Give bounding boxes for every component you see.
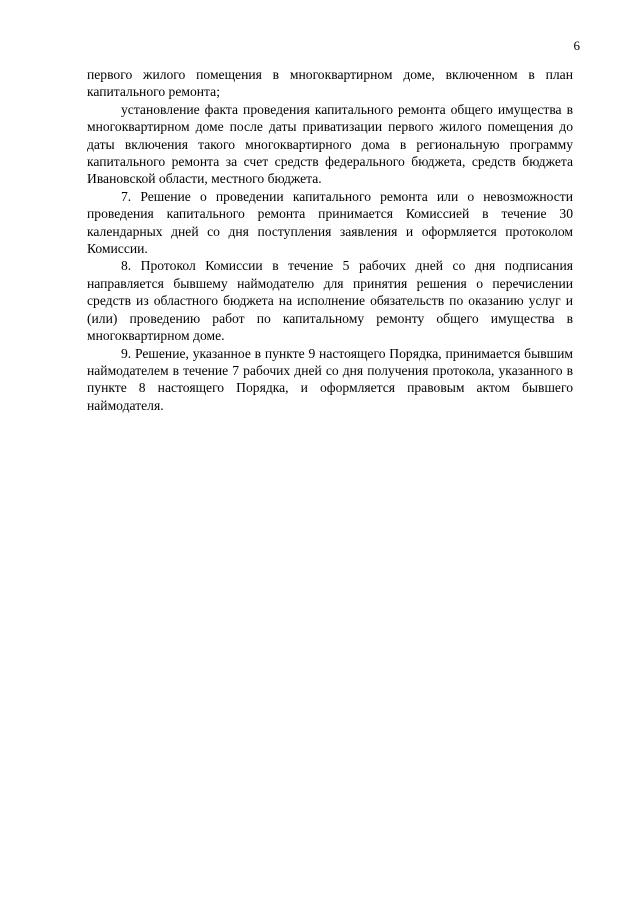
paragraph-repair-fact: установление факта проведения капитального ремонта общего имущества в многоквартирном доме после даты приватизации первого жилого помещения до даты включения такого многоквартирного дома в региональную программу капитального ремонта за счет средств федерального бюджета, средств бюджета Ивановской области, местного бюджета.	[87, 101, 573, 187]
paragraph-item-9: 9. Решение, указанное в пункте 9 настоящего Порядка, принимается бывшим наймодателем в течение 7 рабочих дней со дня получения протокола, указанного в пункте 8 настоящего Порядка, и оформляется правовым актом бывшего наймодателя.	[87, 345, 573, 413]
paragraph-item-8: 8. Протокол Комиссии в течение 5 рабочих дней со дня подписания направляется бывшему наймодателю для принятия решения о перечислении средств из областного бюджета на исполнение обязательств по оказанию услуг и (или) проведению работ по капитальному ремонту общего имущества в многоквартирном доме.	[87, 258, 573, 344]
document-body	[87, 66, 573, 414]
page-number: 6	[573, 38, 580, 53]
paragraph-item-7: 7. Решение о проведении капитального ремонта или о невозможности проведения капитального ремонта принимается Комиссией в течение 30 календарных дней со дня поступления заявления и оформляется протоколом Комиссии.	[87, 188, 573, 257]
paragraph-continuation: первого жилого помещения в многоквартирном доме, включенном в план капитального ремонта;	[87, 67, 573, 100]
